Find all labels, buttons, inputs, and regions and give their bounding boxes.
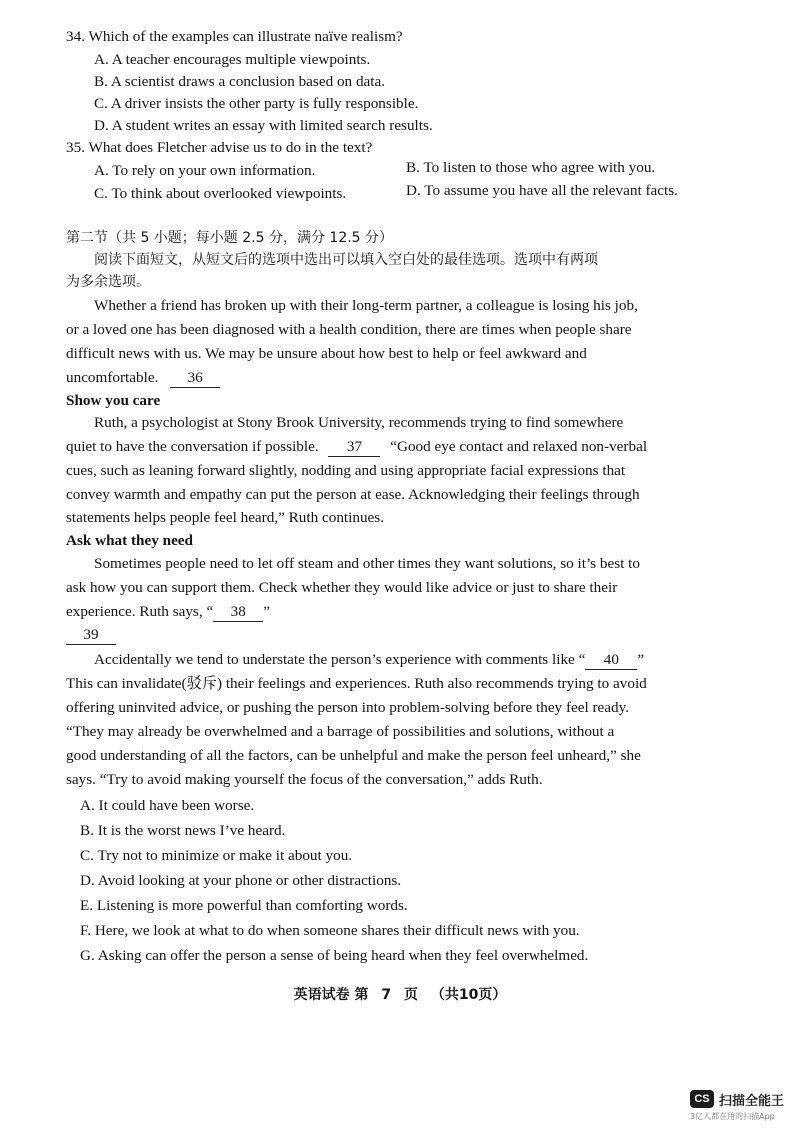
scanner-app-name: 扫描全能王	[719, 1093, 785, 1109]
passage-line: statements helps people feel heard,” Ruth continues.	[66, 509, 384, 526]
passage-text: ”	[263, 603, 270, 620]
question-35-option-c: C. To think about overlooked viewpoints.	[94, 185, 347, 202]
passage-line: difficult news with us. We may be unsure about how best to help or feel awkward and	[66, 345, 587, 362]
answer-option-g: G. Asking can offer the person a sense of being heard when they feel overwhelmed.	[80, 947, 589, 964]
passage-line: good understanding of all the factors, can be unhelpful and make the person feel unheard,” she	[66, 747, 641, 764]
passage-line: Sometimes people need to let off steam and other times they want solutions, so it’s best to	[94, 555, 640, 572]
section-instruction-line-2: 为多余选项。	[66, 274, 150, 290]
question-34-option-c: C. A driver insists the other party is fully responsible.	[94, 95, 419, 112]
section-instruction-line-1: 阅读下面短文，从短文后的选项中选出可以填入空白处的最佳选项。选项中有两项	[94, 252, 598, 268]
passage-line: This can invalidate(驳斥) their feelings and experiences. Ruth also recommends trying to avoid	[66, 675, 647, 692]
blank-37: 37	[328, 438, 380, 457]
passage-line: “They may already be overwhelmed and a barrage of possibilities and solutions, without a	[66, 723, 615, 740]
passage-line: ask how you can support them. Check whether they would like advice or just to share their	[66, 579, 618, 596]
passage-line: convey warmth and empathy can put the person at ease. Acknowledging their feelings through	[66, 486, 640, 503]
blank-36: 36	[170, 369, 220, 388]
subheading-show-you-care: Show you care	[66, 392, 161, 409]
footer-total-pages: （共10页）	[430, 987, 507, 1003]
footer-unit: 页	[404, 987, 418, 1003]
question-34-option-d: D. A student writes an essay with limited search results.	[94, 117, 433, 134]
question-35-option-b: B. To listen to those who agree with you.	[406, 159, 656, 176]
page-footer	[0, 984, 800, 1004]
question-34-stem: 34. Which of the examples can illustrate naïve realism?	[66, 28, 403, 45]
blank-39: 39	[66, 626, 116, 645]
question-34-option-a: A. A teacher encourages multiple viewpoints.	[94, 51, 371, 68]
question-34-option-b: B. A scientist draws a conclusion based on data.	[94, 73, 386, 90]
subheading-ask-what-they-need: Ask what they need	[66, 532, 193, 549]
passage-text: “Good eye contact and relaxed non-verbal	[390, 438, 648, 455]
cs-logo-icon: CS	[690, 1090, 714, 1108]
scanner-logo	[690, 1088, 784, 1110]
passage-text: ”	[637, 651, 645, 668]
passage-line: says. “Try to avoid making yourself the focus of the conversation,” adds Ruth.	[66, 771, 543, 788]
answer-option-a: A. It could have been worse.	[80, 797, 255, 814]
passage-text: quiet to have the conversation if possible.	[66, 438, 319, 455]
footer-page-number: 7	[381, 987, 392, 1003]
answer-option-c: C. Try not to minimize or make it about you.	[80, 847, 353, 864]
passage-line	[66, 437, 647, 457]
question-35-option-d: D. To assume you have all the relevant facts.	[406, 182, 678, 199]
answer-option-d: D. Avoid looking at your phone or other distractions.	[80, 872, 402, 889]
passage-line: cues, such as leaning forward slightly, nodding and using appropriate facial expressions that	[66, 462, 626, 479]
section-heading: 第二节（共 5 小题；每小题 2.5 分，满分 12.5 分）	[66, 230, 394, 246]
passage-text: uncomfortable.	[66, 369, 159, 386]
scanner-tagline: 3亿人都在用的扫描App	[690, 1112, 775, 1121]
passage-line: Ruth, a psychologist at Stony Brook University, recommends trying to find somewhere	[94, 414, 624, 431]
passage-text: Accidentally we tend to understate the person’s experience with comments like “	[94, 651, 586, 668]
passage-line	[94, 650, 644, 670]
passage-line	[66, 368, 220, 388]
blank-40: 40	[585, 651, 637, 670]
blank-38: 38	[213, 603, 263, 622]
answer-option-b: B. It is the worst news I’ve heard.	[80, 822, 286, 839]
passage-text: experience. Ruth says, “	[66, 603, 214, 620]
passage-line	[66, 602, 270, 622]
answer-option-e: E. Listening is more powerful than comforting words.	[80, 897, 408, 914]
question-35-stem: 35. What does Fletcher advise us to do in the text?	[66, 139, 373, 156]
passage-line: offering uninvited advice, or pushing the person into problem-solving before they feel ready.	[66, 699, 630, 716]
answer-option-f: F. Here, we look at what to do when someone shares their difficult news with you.	[80, 922, 580, 939]
passage-line: or a loved one has been diagnosed with a health condition, there are times when people share	[66, 321, 632, 338]
passage-line: Whether a friend has broken up with their long-term partner, a colleague is losing his job,	[94, 297, 638, 314]
footer-label: 英语试卷 第	[293, 987, 369, 1003]
passage-line	[66, 625, 116, 645]
question-35-option-a: A. To rely on your own information.	[94, 162, 316, 179]
